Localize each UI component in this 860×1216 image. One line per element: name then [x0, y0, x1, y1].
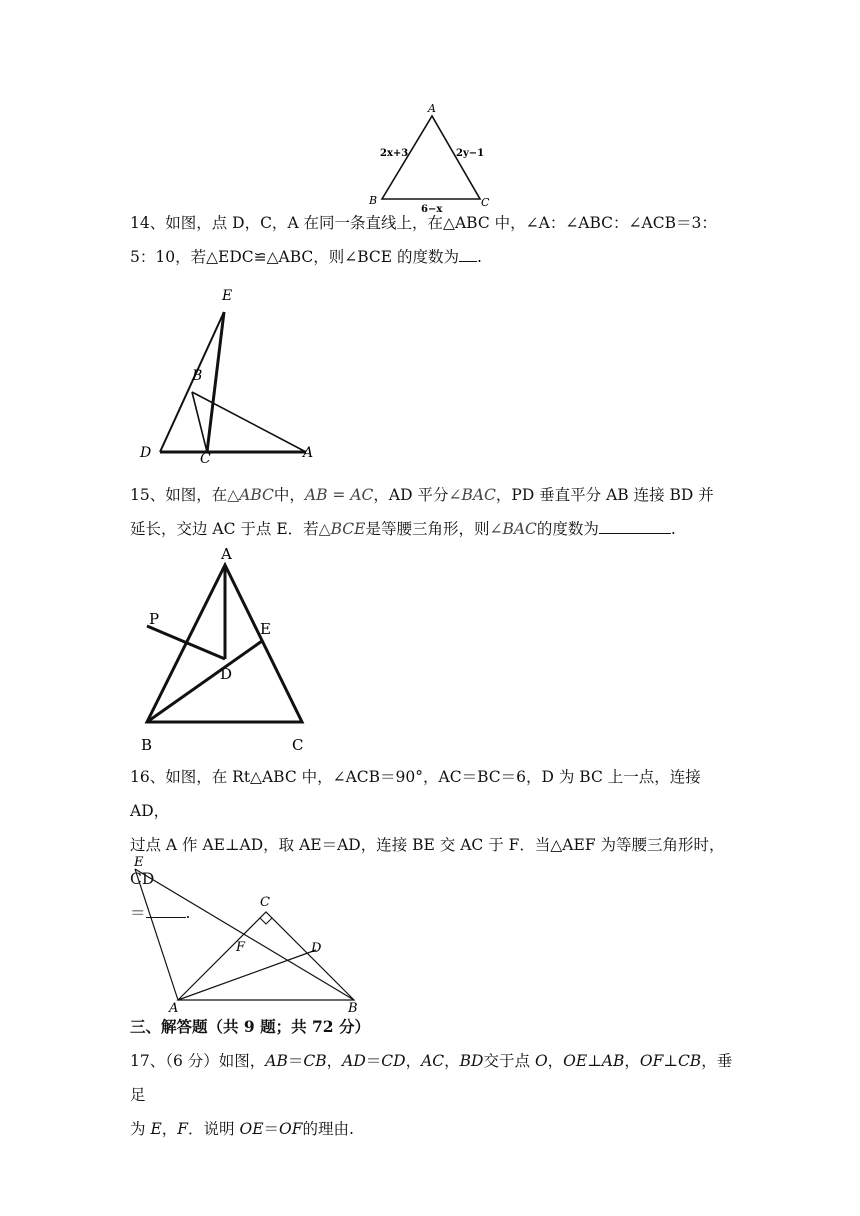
side-label-bc: 6−x: [421, 204, 443, 215]
text: ＝: [287, 1052, 304, 1070]
text: ⊥: [587, 1052, 602, 1070]
period: .: [670, 520, 676, 538]
segment-ae: [135, 869, 178, 1000]
math-var: OE: [563, 1052, 588, 1070]
question-16-line-2: 过点 A 作 AE⊥AD，取 AE＝AD，连接 BE 交 AC 于 F．当△AEF 为等腰三角形时，CD: [130, 836, 725, 888]
text: ，: [161, 1120, 178, 1138]
point-label-b: B: [141, 736, 153, 754]
triangle-side-lengths-figure: [360, 100, 500, 215]
section-heading: 三、解答题（共 9 题；共 72 分）: [130, 1017, 370, 1036]
point-label-d: D: [220, 665, 233, 683]
segment-eb: [135, 869, 354, 1000]
vertex-label-b: B: [369, 194, 378, 207]
question-17-line-1: [130, 1044, 735, 1112]
point-label-a: A: [169, 1001, 179, 1016]
text: 的度数为: [536, 520, 599, 538]
segment-ad: [178, 950, 316, 1000]
text: ，PD 垂直平分 AB 连接 BD 并: [495, 486, 714, 504]
math-var: AD: [342, 1052, 366, 1070]
math-triangle-abc: △ABC: [227, 486, 274, 504]
answer-blank: [459, 245, 477, 262]
point-label-e: E: [134, 855, 144, 870]
math-var: CD: [381, 1052, 406, 1070]
question-15-line-1: [130, 478, 735, 512]
segment-be: [147, 641, 262, 722]
segment-pd: [147, 626, 225, 659]
point-label-e: E: [260, 620, 271, 638]
text: 延长，交边 AC 于点 E．若: [130, 520, 319, 538]
text: 17、（6 分）如图，: [130, 1052, 266, 1070]
question-16-line-1: 16、如图，在 Rt△ABC 中，∠ACB＝90°，AC＝BC＝6，D 为 BC 上一点，连接 AD，: [130, 768, 701, 820]
point-label-d: D: [311, 941, 322, 956]
triangle-acb: [178, 912, 354, 1000]
side-label-ab: 2x+3: [380, 148, 409, 159]
question-15: [130, 478, 735, 546]
point-label-a: A: [221, 545, 232, 563]
text: 为: [130, 1120, 151, 1138]
text: ⊥: [663, 1052, 678, 1070]
vertex-label-c: C: [481, 196, 490, 209]
question-14: [130, 206, 735, 274]
text: 的理由.: [302, 1120, 354, 1138]
vertex-label-a: A: [428, 102, 436, 115]
text: 中，: [273, 486, 305, 504]
text: ＝: [365, 1052, 382, 1070]
point-label-c: C: [292, 736, 304, 754]
math-var: OF: [279, 1120, 303, 1138]
text: ，AD 平分: [373, 486, 449, 504]
math-angle-bac: ∠BAC: [448, 486, 496, 504]
question-17-line-2: [130, 1112, 735, 1146]
text: ，: [444, 1052, 460, 1070]
text: ．说明: [188, 1120, 240, 1138]
question-17: [130, 1044, 735, 1146]
side-label-ac: 2y−1: [456, 148, 485, 159]
math-var: E: [150, 1120, 162, 1138]
point-label-f: F: [236, 940, 246, 955]
point-label-c: C: [200, 451, 211, 467]
question-14-line-2-text: 5：10，若△EDC≌△ABC，则∠BCE 的度数为: [130, 248, 460, 266]
text: ，: [405, 1052, 422, 1070]
text: 15、如图，在: [130, 486, 228, 504]
math-var: AB: [601, 1052, 625, 1070]
math-var: O: [534, 1052, 548, 1070]
point-label-d: D: [140, 445, 152, 461]
right-angle-mark: [260, 918, 272, 924]
math-var: F: [177, 1120, 189, 1138]
segment-ec: [207, 312, 224, 452]
point-label-e: E: [222, 288, 233, 304]
point-label-c: C: [260, 895, 270, 910]
text: 是等腰三角形，则: [365, 520, 490, 538]
text: ，垂足: [130, 1052, 733, 1104]
right-triangle-figure: [130, 852, 370, 1017]
question-14-line-2: [130, 240, 735, 274]
math-triangle-bce: △BCE: [318, 520, 366, 538]
isosceles-triangle-bisector-figure: [130, 540, 320, 755]
math-ab-eq-ac: AB = AC: [304, 486, 374, 504]
period: .: [185, 904, 191, 922]
text: ，: [326, 1052, 343, 1070]
congruent-triangles-figure: [130, 280, 330, 465]
text: ＝: [130, 904, 146, 922]
text: ，: [624, 1052, 640, 1070]
math-var: OF: [639, 1052, 664, 1070]
point-label-a: A: [303, 445, 314, 461]
text: ＝: [263, 1120, 280, 1138]
period: .: [477, 248, 482, 266]
math-var: OE: [239, 1120, 264, 1138]
point-label-b: B: [192, 368, 203, 384]
math-angle-bac: ∠BAC: [489, 520, 537, 538]
math-var: AC: [421, 1052, 445, 1070]
text: ，: [547, 1052, 564, 1070]
question-14-line-1: 14、如图，点 D，C，A 在同一条直线上，在△ABC 中，∠A：∠ABC：∠ACB＝3：: [130, 214, 717, 232]
point-label-p: P: [149, 610, 160, 628]
math-var: CB: [677, 1052, 702, 1070]
math-var: CB: [303, 1052, 327, 1070]
math-var: AB: [265, 1052, 288, 1070]
text: 交于点: [483, 1052, 535, 1070]
answer-blank: [599, 517, 671, 534]
math-var: BD: [459, 1052, 484, 1070]
segment-bc: [192, 392, 207, 452]
point-label-b: B: [348, 1001, 358, 1016]
